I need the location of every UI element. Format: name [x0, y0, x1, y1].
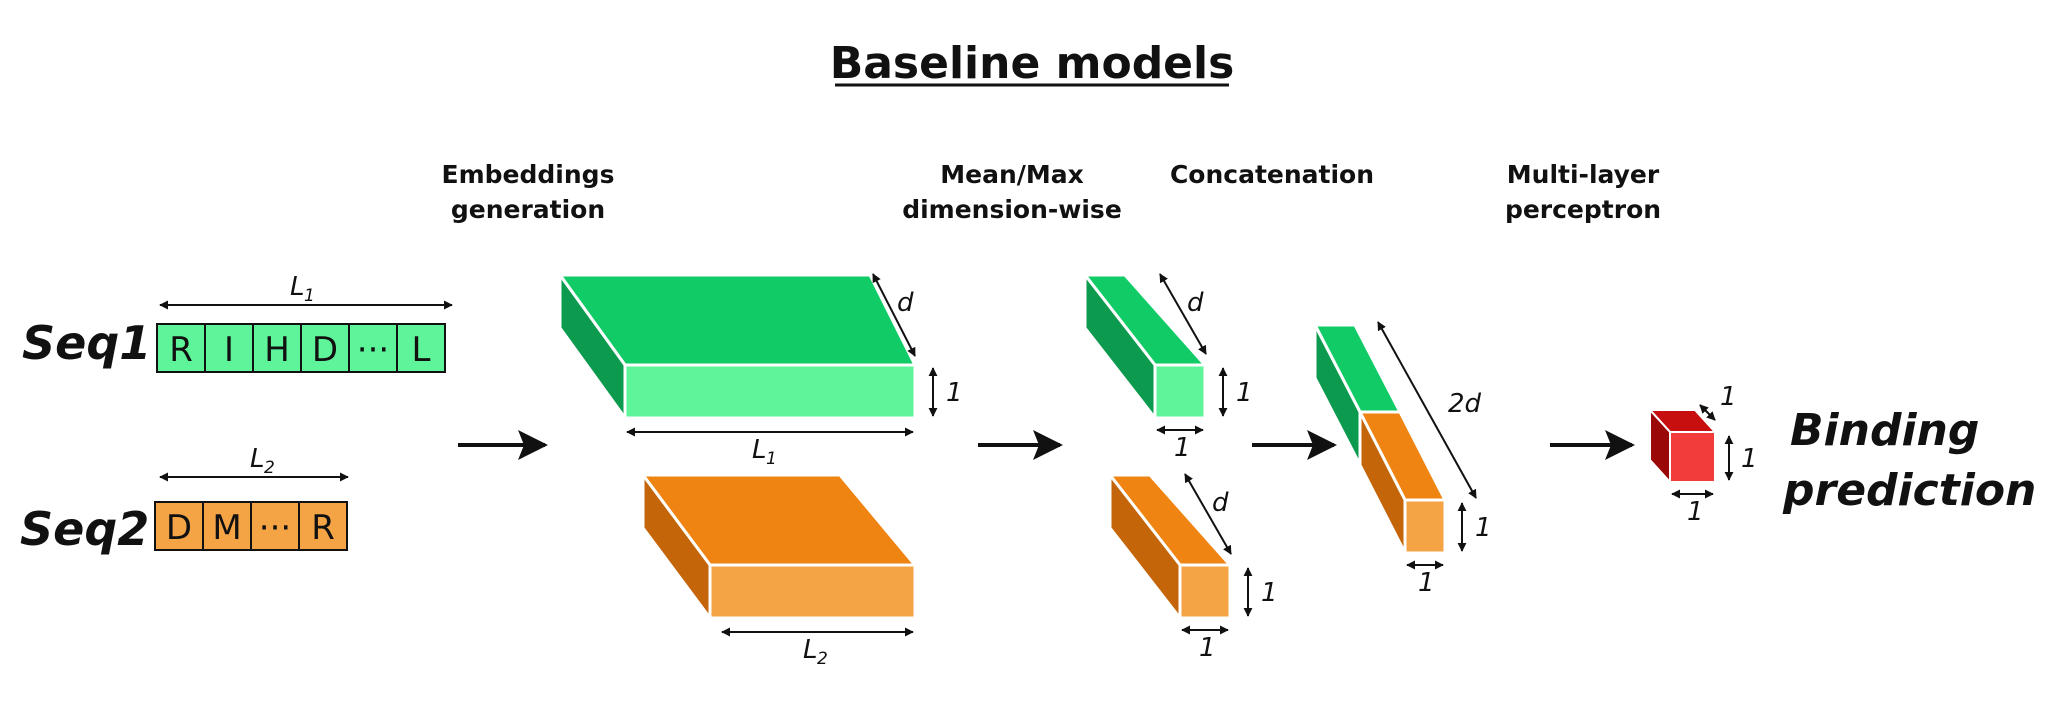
diagram-title: Baseline models	[829, 38, 1235, 89]
seq1-token: L	[411, 330, 431, 370]
seq1-token: D	[311, 330, 339, 370]
seq2-token: R	[311, 508, 335, 548]
concat-height-label: 1	[1475, 513, 1492, 543]
seq2-token-row	[155, 502, 347, 550]
embedding-slab-seq1	[560, 275, 915, 418]
slab2-length-symbol: L	[803, 635, 818, 665]
concat-front	[1405, 500, 1445, 553]
stage-pooling-line2: dimension-wise	[902, 195, 1122, 224]
seq1-token: H	[264, 330, 290, 370]
slab1-height-label: 1	[946, 378, 963, 408]
stage-concatenation: Concatenation	[1169, 160, 1375, 189]
concat-width-label: 1	[1418, 568, 1435, 598]
pooled1-width-label: 1	[1174, 433, 1191, 463]
pooled1-d-label: d	[1187, 288, 1204, 318]
result-line2: prediction	[1783, 465, 2037, 516]
slab2-front	[710, 565, 915, 618]
result-line1: Binding	[1790, 405, 1980, 456]
slab1-d-label: d	[897, 288, 914, 318]
stage-embeddings-line2: generation	[450, 195, 606, 224]
stage-mlp-line2: perceptron	[1504, 195, 1662, 224]
pooled2-height-label: 1	[1261, 578, 1278, 608]
pooled1-front	[1155, 365, 1205, 418]
seq1-token: R	[169, 330, 193, 370]
seq1-token: I	[223, 330, 235, 370]
seq2-length-symbol: L	[250, 444, 265, 474]
stage-embeddings-line1: Embeddings	[441, 160, 615, 189]
seq2-token: D	[165, 508, 193, 548]
pooled2-front	[1180, 565, 1230, 618]
embedding-slab-seq2	[643, 475, 915, 618]
seq2-token: ···	[258, 508, 292, 548]
slab1-length-symbol: L	[752, 435, 767, 465]
cube-height-label: 1	[1741, 444, 1758, 474]
seq1-token-row	[157, 324, 445, 372]
seq1-token: ···	[356, 330, 390, 370]
slab1-front	[625, 365, 915, 418]
seq2-token: M	[212, 508, 242, 548]
pooled1-height-label: 1	[1236, 378, 1253, 408]
cube-depth-label: 1	[1720, 382, 1737, 412]
seq1-length-label	[290, 272, 315, 306]
concatenated-vector	[1315, 325, 1445, 553]
concat-2d-label: 2d	[1448, 389, 1482, 419]
seq1-length-subscript: 1	[304, 286, 315, 306]
stage-pooling-line1: Mean/Max	[940, 160, 1084, 189]
seq2-label: Seq2	[20, 502, 150, 556]
seq2-length-subscript: 2	[264, 458, 275, 478]
slab1-length-subscript: 1	[766, 449, 777, 469]
seq1-label: Seq1	[22, 316, 152, 370]
cube-front	[1670, 432, 1715, 482]
cube-width-label: 1	[1687, 497, 1704, 527]
slab2-length-subscript: 2	[817, 649, 828, 669]
output-cube	[1650, 410, 1715, 482]
stage-mlp-line1: Multi-layer	[1506, 160, 1660, 189]
pooled2-width-label: 1	[1199, 633, 1216, 663]
seq1-length-symbol: L	[290, 272, 305, 302]
seq2-length-label	[250, 444, 275, 478]
pooled2-d-label: d	[1212, 488, 1229, 518]
